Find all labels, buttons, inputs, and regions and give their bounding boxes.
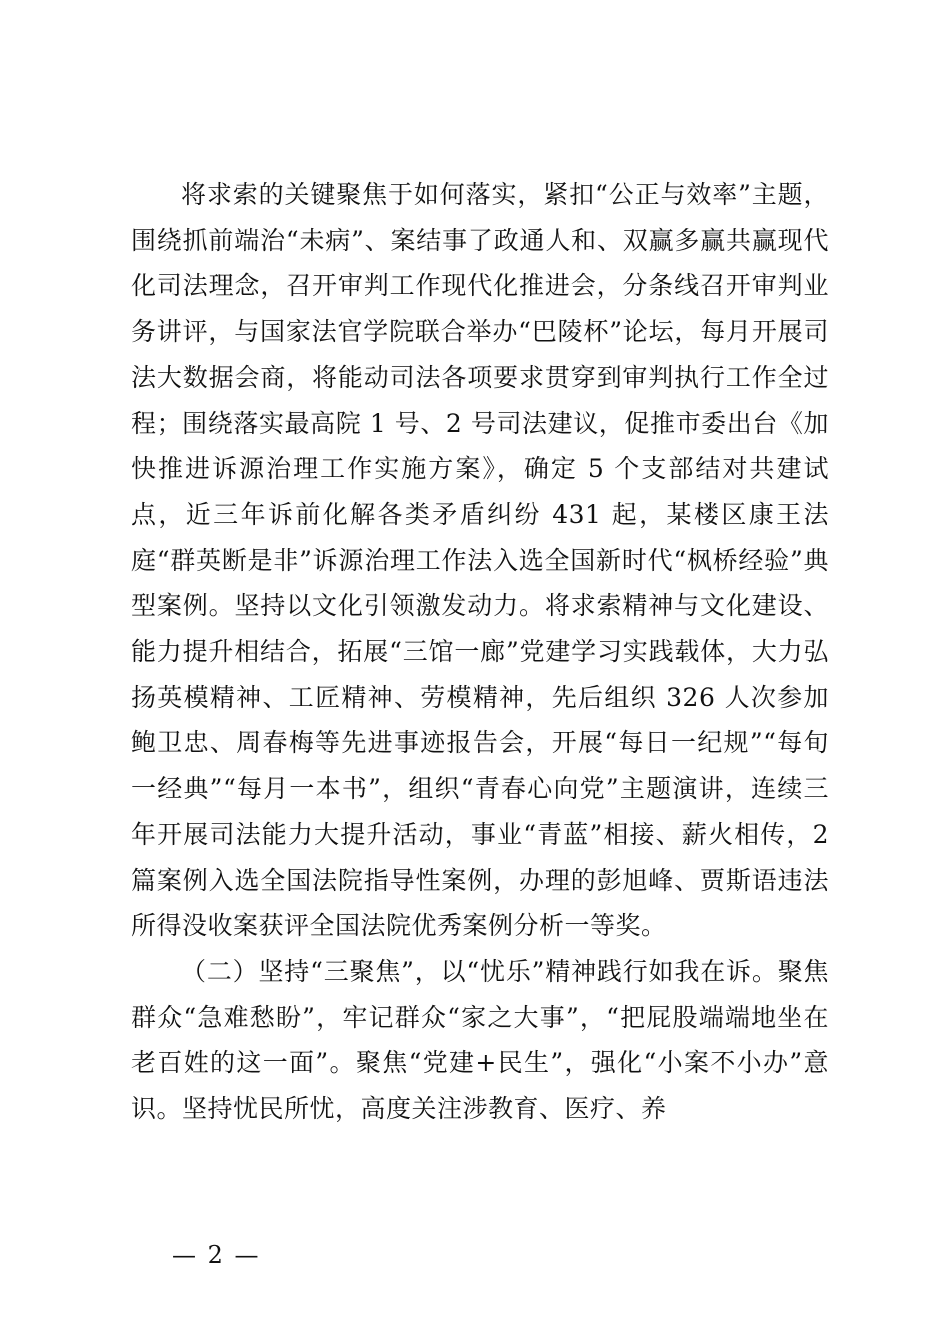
paragraph-1: 将求索的关键聚焦于如何落实，紧扣“公正与效率”主题，围绕抓前端治“未病”、案结事了政通人和、双赢多赢共赢现代化司法理念，召开审判工作现代化推进会，分条线召开审判业务讲评，与国家法官学院联合举办“巴陵杯”论坛，每月开展司法大数据会商，将能动司法各项要求贯穿到审判执行工作全过程；围绕落实最高院 1 号、2 号司法建议，促推市委出台《加快推进诉源治理工作实施方案》，确定 5 个支部结对共建试点，近三年诉前化解各类矛盾纠纷 431 起，某楼区康王法庭“群英断是非”诉源治理工作法入选全国新时代“枫桥经验”典型案例。坚持以文化引领激发动力。将求索精神与文化建设、能力提升相结合，拓展“三馆一廊”党建学习实践载体，大力弘扬英模精神、工匠精神、劳模精神，先后组织 326 人次参加鲍卫忠、周春梅等先进事迹报告会，开展“每日一纪规”“每旬一经典”“每月一本书”，组织“青春心向党”主题演讲，连续三年开展司法能力大提升活动，事业“青蓝”相接、薪火相传，2 篇案例入选全国法院指导性案例，办理的彭旭峰、贾斯语违法所得没收案获评全国法院优秀案例分析一等奖。 — [131, 180, 829, 941]
paragraph-2: （二）坚持“三聚焦”，以“忧乐”精神践行如我在诉。聚焦群众“急难愁盼”，牢记群众“家之大事”，“把屁股端端地坐在老百姓的这一面”。聚焦“党建+民生”，强化“小案不小办”意识。坚持忧民所忧，高度关注涉教育、医疗、养 — [131, 956, 829, 1124]
body-text — [131, 172, 829, 1132]
page-number: — 2 — — [172, 1241, 261, 1269]
